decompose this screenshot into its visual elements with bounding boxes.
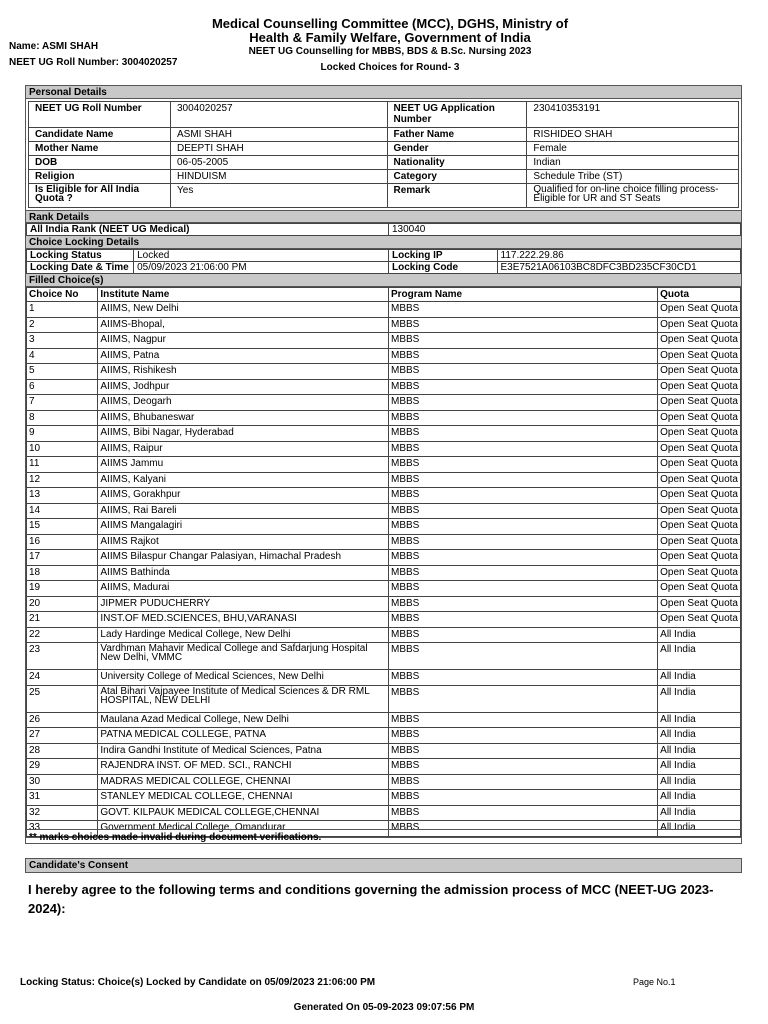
institute-name: Government Medical College, Omandurar: [98, 821, 389, 837]
program-name: MBBS: [388, 790, 657, 806]
program-name: MBBS: [388, 379, 657, 395]
mother-name-value: DEEPTI SHAH: [171, 142, 388, 156]
father-name-label: Father Name: [387, 128, 527, 142]
choice-no: 32: [27, 805, 98, 821]
details-frame: [25, 85, 742, 838]
choice-no: 20: [27, 596, 98, 612]
institute-name: Indira Gandhi Institute of Medical Sciences, Patna: [98, 743, 389, 759]
table-row: [27, 364, 741, 380]
nationality-value: Indian: [527, 156, 739, 170]
institute-name: Atal Bihari Vajpayee Institute of Medical Sciences & DR RML HOSPITAL, NEW DELHI: [98, 685, 389, 712]
roll-value: 3004020257: [171, 102, 388, 128]
table-row: [27, 441, 741, 457]
table-row: [27, 759, 741, 775]
table-row: [27, 596, 741, 612]
institute-name: AIIMS, Jodhpur: [98, 379, 389, 395]
table-row: [27, 790, 741, 806]
table-row: [27, 410, 741, 426]
choice-no: 31: [27, 790, 98, 806]
table-row: [27, 670, 741, 686]
choice-no: 11: [27, 457, 98, 473]
program-name: MBBS: [388, 821, 657, 837]
program-name: MBBS: [388, 805, 657, 821]
document-title: [150, 17, 630, 45]
eligible-label: Is Eligible for All India Quota ?: [29, 184, 171, 208]
institute-name: University College of Medical Sciences, New Delhi: [98, 670, 389, 686]
category-label: Category: [387, 170, 527, 184]
choice-no: 8: [27, 410, 98, 426]
mother-name-label: Mother Name: [29, 142, 171, 156]
consent-text: I hereby agree to the following terms and conditions governing the admission process of MCC (NEET-UG 2023-2024):: [28, 882, 714, 916]
program-name: MBBS: [388, 728, 657, 744]
table-row: [27, 472, 741, 488]
institute-name: AIIMS Mangalagiri: [98, 519, 389, 535]
institute-name: AIIMS, Gorakhpur: [98, 488, 389, 504]
institute-name: AIIMS, Madurai: [98, 581, 389, 597]
program-name: MBBS: [388, 612, 657, 628]
quota: Open Seat Quota: [658, 410, 741, 426]
locking-date-value: 05/09/2023 21:06:00 PM: [134, 262, 389, 274]
header-program: Program Name: [388, 288, 657, 302]
choice-no: 14: [27, 503, 98, 519]
table-row: [27, 379, 741, 395]
program-name: MBBS: [388, 333, 657, 349]
program-name: MBBS: [388, 519, 657, 535]
locking-status-value: Locked: [134, 250, 389, 262]
institute-name: Lady Hardinge Medical College, New Delhi: [98, 627, 389, 643]
quota: Open Seat Quota: [658, 550, 741, 566]
table-row: [27, 643, 741, 670]
program-name: MBBS: [388, 348, 657, 364]
dob-label: DOB: [29, 156, 171, 170]
table-row: [27, 519, 741, 535]
program-name: MBBS: [388, 712, 657, 728]
institute-name: AIIMS, Raipur: [98, 441, 389, 457]
choice-no: 21: [27, 612, 98, 628]
quota: All India: [658, 712, 741, 728]
table-row: [27, 550, 741, 566]
choice-no: 10: [27, 441, 98, 457]
quota: Open Seat Quota: [658, 317, 741, 333]
institute-name: AIIMS, Rishikesh: [98, 364, 389, 380]
round-title: Locked Choices for Round- 3: [320, 62, 460, 73]
religion-value: HINDUISM: [171, 170, 388, 184]
table-row: [27, 805, 741, 821]
roll-number-line: NEET UG Roll Number: 3004020257: [9, 57, 178, 68]
dob-value: 06-05-2005: [171, 156, 388, 170]
father-name-value: RISHIDEO SHAH: [527, 128, 739, 142]
program-name: MBBS: [388, 759, 657, 775]
institute-name: AIIMS, Bhubaneswar: [98, 410, 389, 426]
choice-no: 13: [27, 488, 98, 504]
program-name: MBBS: [388, 364, 657, 380]
choice-no: 1: [27, 302, 98, 318]
table-row: [27, 426, 741, 442]
institute-name: AIIMS Bathinda: [98, 565, 389, 581]
header-quota: Quota: [658, 288, 741, 302]
header-choice-no: Choice No: [27, 288, 98, 302]
institute-name: AIIMS, Rai Bareli: [98, 503, 389, 519]
program-name: MBBS: [388, 774, 657, 790]
table-row: [27, 612, 741, 628]
institute-name: JIPMER PUDUCHERRY: [98, 596, 389, 612]
program-name: MBBS: [388, 685, 657, 712]
program-name: MBBS: [388, 581, 657, 597]
table-row: [27, 534, 741, 550]
institute-name: AIIMS, Deogarh: [98, 395, 389, 411]
locking-code-label: Locking Code: [388, 262, 497, 274]
choice-no: 22: [27, 627, 98, 643]
table-row: [27, 712, 741, 728]
quota: Open Seat Quota: [658, 472, 741, 488]
program-name: MBBS: [388, 302, 657, 318]
table-row: [27, 395, 741, 411]
quota: Open Seat Quota: [658, 596, 741, 612]
table-row: [27, 774, 741, 790]
program-name: MBBS: [388, 488, 657, 504]
institute-name: AIIMS, Kalyani: [98, 472, 389, 488]
program-name: MBBS: [388, 743, 657, 759]
quota: Open Seat Quota: [658, 333, 741, 349]
institute-name: RAJENDRA INST. OF MED. SCI., RANCHI: [98, 759, 389, 775]
locking-ip-value: 117.222.29.86: [497, 250, 741, 262]
institute-name: AIIMS-Bhopal,: [98, 317, 389, 333]
roll-label: NEET UG Roll Number: [29, 102, 171, 128]
page-number: Page No.1: [633, 977, 676, 987]
locking-table: [26, 249, 741, 274]
program-name: MBBS: [388, 317, 657, 333]
institute-name: AIIMS Jammu: [98, 457, 389, 473]
consent-section: Candidate's Consent: [26, 859, 741, 872]
quota: Open Seat Quota: [658, 457, 741, 473]
program-name: MBBS: [388, 503, 657, 519]
program-name: MBBS: [388, 410, 657, 426]
quota: All India: [658, 743, 741, 759]
quota: All India: [658, 759, 741, 775]
rank-details-section: Rank Details: [26, 210, 741, 223]
eligible-value: Yes: [171, 184, 388, 208]
choice-no: 30: [27, 774, 98, 790]
choice-no: 25: [27, 685, 98, 712]
gender-value: Female: [527, 142, 739, 156]
quota: All India: [658, 643, 741, 670]
quota: Open Seat Quota: [658, 441, 741, 457]
program-name: MBBS: [388, 643, 657, 670]
institute-name: AIIMS, Nagpur: [98, 333, 389, 349]
generated-on: Generated On 05-09-2023 09:07:56 PM: [293, 1002, 475, 1013]
invalid-choices-note: ** marks choices made invalid during document verifications.: [25, 829, 742, 844]
choice-no: 26: [27, 712, 98, 728]
choice-no: 23: [27, 643, 98, 670]
header-institute: Institute Name: [98, 288, 389, 302]
choice-no: 17: [27, 550, 98, 566]
institute-name: STANLEY MEDICAL COLLEGE, CHENNAI: [98, 790, 389, 806]
choices-table: [26, 287, 741, 837]
quota: All India: [658, 821, 741, 837]
table-row: [27, 743, 741, 759]
choice-no: 12: [27, 472, 98, 488]
title-line-1: Medical Counselling Committee (MCC), DGHS, Ministry of: [211, 16, 569, 31]
table-row: [27, 457, 741, 473]
institute-name: AIIMS, New Delhi: [98, 302, 389, 318]
quota: Open Seat Quota: [658, 565, 741, 581]
institute-name: AIIMS Rajkot: [98, 534, 389, 550]
application-label: NEET UG Application Number: [387, 102, 527, 128]
quota: All India: [658, 670, 741, 686]
choice-rows: [27, 302, 741, 837]
choice-no: 29: [27, 759, 98, 775]
candidate-name-line: Name: ASMI SHAH: [9, 41, 99, 52]
table-row: [27, 317, 741, 333]
institute-name: AIIMS, Patna: [98, 348, 389, 364]
personal-details-table: [28, 101, 739, 208]
choice-no: 3: [27, 333, 98, 349]
quota: Open Seat Quota: [658, 488, 741, 504]
quota: Open Seat Quota: [658, 364, 741, 380]
program-name: MBBS: [388, 670, 657, 686]
choice-no: 16: [27, 534, 98, 550]
institute-name: AIIMS Bilaspur Changar Palasiyan, Himachal Pradesh: [98, 550, 389, 566]
religion-label: Religion: [29, 170, 171, 184]
personal-details-section: Personal Details: [26, 86, 741, 99]
program-name: MBBS: [388, 472, 657, 488]
choice-no: 27: [27, 728, 98, 744]
choice-no: 33: [27, 821, 98, 837]
program-name: MBBS: [388, 534, 657, 550]
choice-locking-section: Choice Locking Details: [26, 236, 741, 249]
quota: All India: [658, 805, 741, 821]
quota: Open Seat Quota: [658, 581, 741, 597]
institute-name: Maulana Azad Medical College, New Delhi: [98, 712, 389, 728]
locking-code-value: E3E7521A06103BC8DFC3BD235CF30CD1: [497, 262, 741, 274]
institute-name: Vardhman Mahavir Medical College and Safdarjung Hospital New Delhi, VMMC: [98, 643, 389, 670]
program-name: MBBS: [388, 627, 657, 643]
candidate-name-label: Candidate Name: [29, 128, 171, 142]
program-name: MBBS: [388, 457, 657, 473]
choice-no: 24: [27, 670, 98, 686]
program-name: MBBS: [388, 426, 657, 442]
program-name: MBBS: [388, 565, 657, 581]
choice-no: 7: [27, 395, 98, 411]
quota: All India: [658, 728, 741, 744]
locking-status-label: Locking Status: [27, 250, 134, 262]
choice-no: 15: [27, 519, 98, 535]
choice-no: 2: [27, 317, 98, 333]
table-row: [27, 565, 741, 581]
table-row: [27, 685, 741, 712]
quota: Open Seat Quota: [658, 519, 741, 535]
application-value: 230410353191: [527, 102, 739, 128]
program-name: MBBS: [388, 395, 657, 411]
institute-name: PATNA MEDICAL COLLEGE, PATNA: [98, 728, 389, 744]
remark-label: Remark: [387, 184, 527, 208]
choice-no: 6: [27, 379, 98, 395]
candidate-name-value: ASMI SHAH: [171, 128, 388, 142]
quota: All India: [658, 685, 741, 712]
footer-locking-status: Locking Status: Choice(s) Locked by Candidate on 05/09/2023 21:06:00 PM: [20, 977, 376, 988]
choice-no: 4: [27, 348, 98, 364]
locking-ip-label: Locking IP: [388, 250, 497, 262]
quota: All India: [658, 790, 741, 806]
quota: Open Seat Quota: [658, 503, 741, 519]
choice-no: 19: [27, 581, 98, 597]
table-row: [27, 348, 741, 364]
locking-date-label: Locking Date & Time: [27, 262, 134, 274]
program-name: MBBS: [388, 596, 657, 612]
choice-no: 18: [27, 565, 98, 581]
quota: Open Seat Quota: [658, 379, 741, 395]
quota: Open Seat Quota: [658, 612, 741, 628]
quota: Open Seat Quota: [658, 426, 741, 442]
institute-name: INST.OF MED.SCIENCES, BHU,VARANASI: [98, 612, 389, 628]
choice-no: 9: [27, 426, 98, 442]
table-row: [27, 302, 741, 318]
program-name: MBBS: [388, 550, 657, 566]
category-value: Schedule Tribe (ST): [527, 170, 739, 184]
institute-name: GOVT. KILPAUK MEDICAL COLLEGE,CHENNAI: [98, 805, 389, 821]
air-value: 130040: [388, 224, 740, 236]
subtitle: NEET UG Counselling for MBBS, BDS & B.Sc. Nursing 2023: [248, 46, 532, 57]
consent-frame: [25, 858, 742, 873]
institute-name: MADRAS MEDICAL COLLEGE, CHENNAI: [98, 774, 389, 790]
filled-choices-section: Filled Choice(s): [26, 274, 741, 287]
institute-name: AIIMS, Bibi Nagar, Hyderabad: [98, 426, 389, 442]
quota: Open Seat Quota: [658, 395, 741, 411]
quota: Open Seat Quota: [658, 302, 741, 318]
remark-value: Qualified for on-line choice filling process-Eligible for UR and ST Seats: [527, 184, 739, 208]
table-row: [27, 728, 741, 744]
quota: Open Seat Quota: [658, 348, 741, 364]
table-row: [27, 503, 741, 519]
table-row: [27, 333, 741, 349]
choice-no: 28: [27, 743, 98, 759]
nationality-label: Nationality: [387, 156, 527, 170]
rank-table: [26, 223, 741, 236]
table-row: [27, 488, 741, 504]
quota: Open Seat Quota: [658, 534, 741, 550]
gender-label: Gender: [387, 142, 527, 156]
choice-no: 5: [27, 364, 98, 380]
program-name: MBBS: [388, 441, 657, 457]
quota: All India: [658, 627, 741, 643]
table-row: [27, 627, 741, 643]
table-row: [27, 581, 741, 597]
quota: All India: [658, 774, 741, 790]
air-label: All India Rank (NEET UG Medical): [27, 224, 389, 236]
title-line-2: Health & Family Welfare, Government of India: [249, 30, 531, 45]
